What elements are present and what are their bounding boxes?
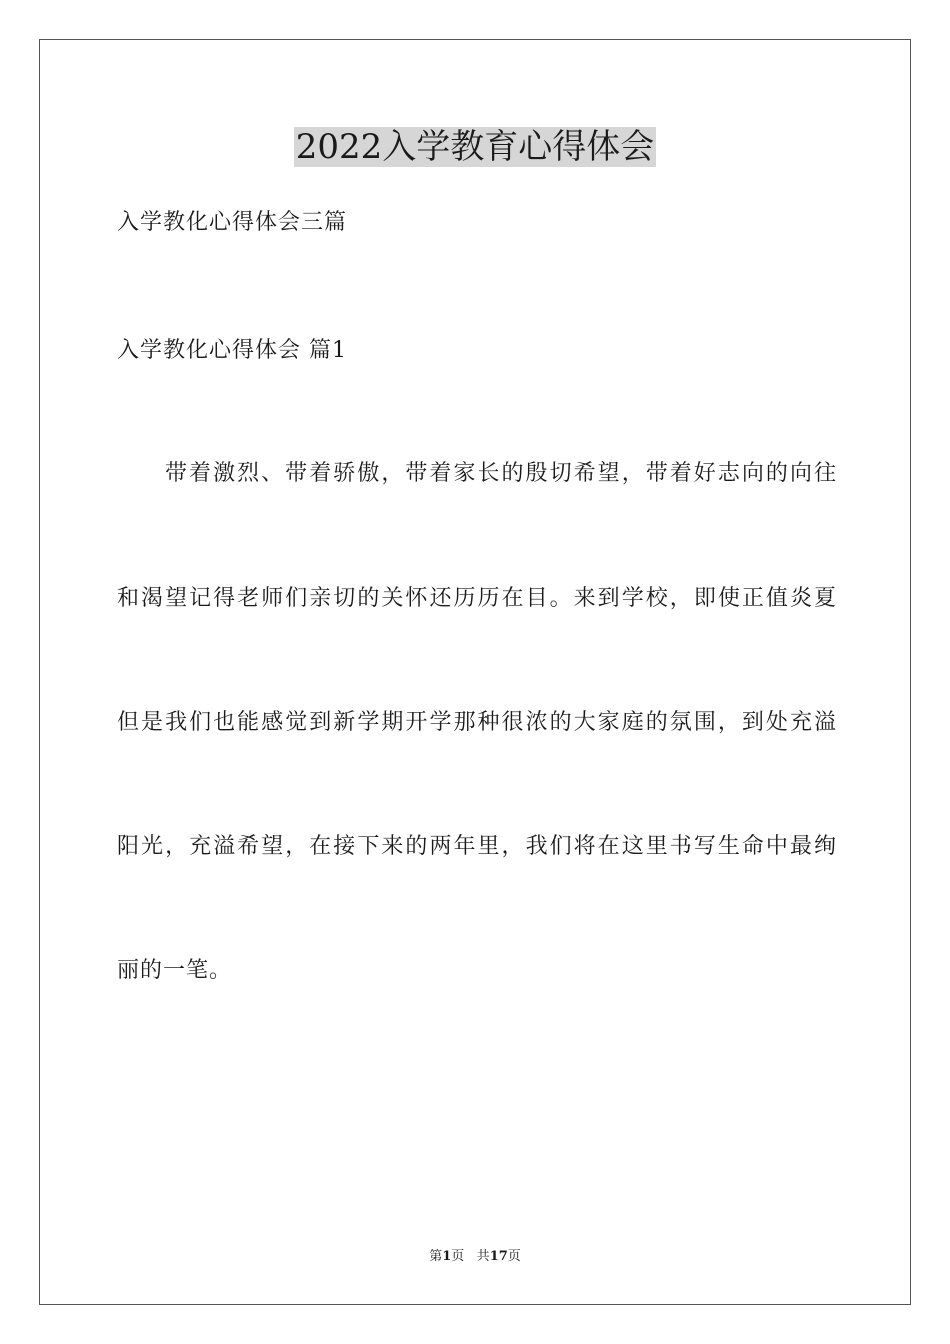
page-footer — [0, 1248, 950, 1266]
document-title-text: 2022入学教育心得体会 — [295, 127, 655, 167]
footer-page-suffix: 页 — [451, 1249, 465, 1264]
body-line-1: 带着激烈、带着骄傲，带着家长的殷切希望，带着好志向的向往 — [165, 461, 837, 486]
footer-total-pages: 17 — [489, 1249, 508, 1264]
document-title — [0, 126, 950, 168]
footer-total-prefix: 共 — [476, 1249, 490, 1264]
footer-current-page: 1 — [442, 1249, 452, 1264]
footer-prefix: 第 — [429, 1249, 443, 1264]
body-line-2: 和渴望记得老师们亲切的关怀还历历在目。来到学校，即使正值炎夏 — [117, 586, 837, 611]
body-line-4: 阳光，充溢希望，在接下来的两年里，我们将在这里书写生命中最绚 — [117, 834, 837, 859]
body-line-5: 丽的一笔。 — [117, 958, 233, 983]
body-line-3: 但是我们也能感觉到新学期开学那种很浓的大家庭的氛围，到处充溢 — [117, 710, 837, 735]
footer-total-suffix: 页 — [507, 1249, 521, 1264]
section-heading: 入学教化心得体会 篇1 — [117, 338, 347, 363]
document-subtitle: 入学教化心得体会三篇 — [117, 210, 348, 235]
